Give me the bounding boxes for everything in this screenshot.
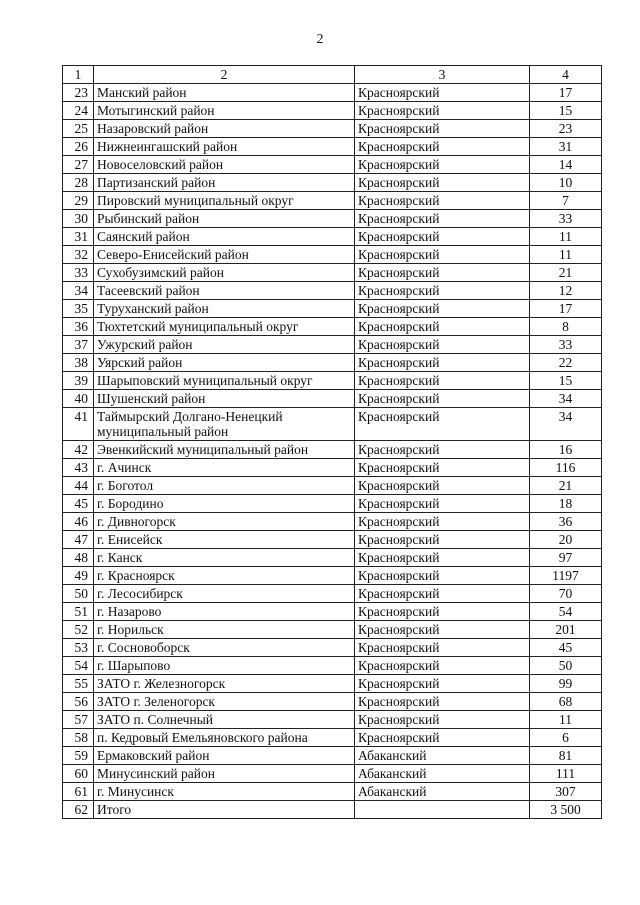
table-row (63, 174, 602, 192)
row-number-cell: 58 (63, 729, 94, 747)
table-row (63, 765, 602, 783)
region-cell: Красноярский (355, 354, 530, 372)
count-cell: 11 (530, 246, 602, 264)
region-cell: Красноярский (355, 300, 530, 318)
municipality-name-cell: Сухобузимский район (94, 264, 355, 282)
municipality-name-cell: Новоселовский район (94, 156, 355, 174)
count-cell: 15 (530, 102, 602, 120)
region-cell: Красноярский (355, 477, 530, 495)
count-cell: 34 (530, 408, 602, 441)
count-cell: 11 (530, 228, 602, 246)
count-cell: 22 (530, 354, 602, 372)
table-row (63, 477, 602, 495)
region-cell: Красноярский (355, 459, 530, 477)
municipality-name-cell: г. Боготол (94, 477, 355, 495)
count-cell: 33 (530, 210, 602, 228)
region-cell: Красноярский (355, 567, 530, 585)
row-number-cell: 36 (63, 318, 94, 336)
count-cell: 23 (530, 120, 602, 138)
row-number-cell: 49 (63, 567, 94, 585)
municipality-name-cell: г. Канск (94, 549, 355, 567)
municipality-name-cell: г. Сосновоборск (94, 639, 355, 657)
count-cell: 54 (530, 603, 602, 621)
row-number-cell: 40 (63, 390, 94, 408)
row-number-cell: 62 (63, 801, 94, 819)
municipality-name-cell: Мотыгинский район (94, 102, 355, 120)
region-cell: Красноярский (355, 441, 530, 459)
table-header-row (63, 66, 602, 84)
count-cell: 3 500 (530, 801, 602, 819)
row-number-cell: 38 (63, 354, 94, 372)
region-cell: Красноярский (355, 639, 530, 657)
row-number-cell: 46 (63, 513, 94, 531)
table-row (63, 372, 602, 390)
table-row (63, 354, 602, 372)
region-cell: Красноярский (355, 282, 530, 300)
row-number-cell: 29 (63, 192, 94, 210)
municipality-name-cell: Манский район (94, 84, 355, 102)
row-number-cell: 57 (63, 711, 94, 729)
region-cell: Красноярский (355, 372, 530, 390)
table-row (63, 318, 602, 336)
table-row (63, 711, 602, 729)
count-cell: 50 (530, 657, 602, 675)
table-row (63, 246, 602, 264)
table-row (63, 228, 602, 246)
region-cell: Красноярский (355, 228, 530, 246)
region-cell: Красноярский (355, 120, 530, 138)
row-number-cell: 28 (63, 174, 94, 192)
municipality-name-cell: г. Назарово (94, 603, 355, 621)
table-row (63, 783, 602, 801)
region-cell: Красноярский (355, 549, 530, 567)
table-row (63, 441, 602, 459)
count-cell: 20 (530, 531, 602, 549)
region-cell: Красноярский (355, 729, 530, 747)
region-cell: Красноярский (355, 174, 530, 192)
count-cell: 45 (530, 639, 602, 657)
count-cell: 31 (530, 138, 602, 156)
row-number-cell: 60 (63, 765, 94, 783)
count-cell: 99 (530, 675, 602, 693)
count-cell: 116 (530, 459, 602, 477)
municipality-name-cell: Шушенский район (94, 390, 355, 408)
row-number-cell: 33 (63, 264, 94, 282)
count-cell: 111 (530, 765, 602, 783)
municipality-name-cell: Северо-Енисейский район (94, 246, 355, 264)
count-cell: 201 (530, 621, 602, 639)
table-row (63, 192, 602, 210)
region-cell: Красноярский (355, 138, 530, 156)
municipality-name-cell: Шарыповский муниципальный округ (94, 372, 355, 390)
count-cell: 14 (530, 156, 602, 174)
municipality-name-cell: г. Лесосибирск (94, 585, 355, 603)
municipality-name-cell: Саянский район (94, 228, 355, 246)
municipality-name-cell: п. Кедровый Емельяновского района (94, 729, 355, 747)
table-body (63, 66, 602, 819)
table-row (63, 549, 602, 567)
municipality-name-cell: г. Ачинск (94, 459, 355, 477)
region-cell: Красноярский (355, 495, 530, 513)
page-number: 2 (316, 32, 324, 47)
table-row (63, 156, 602, 174)
municipality-name-cell: г. Красноярск (94, 567, 355, 585)
region-cell: Красноярский (355, 336, 530, 354)
region-cell: Красноярский (355, 246, 530, 264)
table-row (63, 657, 602, 675)
count-cell: 12 (530, 282, 602, 300)
count-cell: 6 (530, 729, 602, 747)
table-row (63, 639, 602, 657)
row-number-cell: 42 (63, 441, 94, 459)
region-cell: Абаканский (355, 783, 530, 801)
region-cell: Красноярский (355, 585, 530, 603)
region-cell: Красноярский (355, 264, 530, 282)
municipality-name-cell: Нижнеингашский район (94, 138, 355, 156)
municipality-name-cell: Ужурский район (94, 336, 355, 354)
count-cell: 16 (530, 441, 602, 459)
count-cell: 34 (530, 390, 602, 408)
count-cell: 17 (530, 84, 602, 102)
row-number-cell: 31 (63, 228, 94, 246)
municipality-name-cell: Партизанский район (94, 174, 355, 192)
table-row (63, 513, 602, 531)
region-cell: Красноярский (355, 657, 530, 675)
row-number-cell: 35 (63, 300, 94, 318)
table-row (63, 390, 602, 408)
count-cell: 21 (530, 477, 602, 495)
region-cell: Красноярский (355, 675, 530, 693)
table-row (63, 459, 602, 477)
table-row (63, 84, 602, 102)
table-row (63, 495, 602, 513)
region-cell: Красноярский (355, 531, 530, 549)
count-cell: 70 (530, 585, 602, 603)
table-row (63, 336, 602, 354)
count-cell: 1197 (530, 567, 602, 585)
row-number-cell: 25 (63, 120, 94, 138)
row-number-cell: 26 (63, 138, 94, 156)
column-header: 2 (94, 66, 355, 84)
municipality-name-cell: г. Енисейск (94, 531, 355, 549)
row-number-cell: 45 (63, 495, 94, 513)
municipality-name-cell: Тюхтетский муниципальный округ (94, 318, 355, 336)
count-cell: 18 (530, 495, 602, 513)
municipality-name-cell: ЗАТО г. Зеленогорск (94, 693, 355, 711)
municipality-name-cell: г. Бородино (94, 495, 355, 513)
region-cell: Красноярский (355, 156, 530, 174)
count-cell: 11 (530, 711, 602, 729)
count-cell: 97 (530, 549, 602, 567)
region-cell: Абаканский (355, 765, 530, 783)
region-cell: Красноярский (355, 390, 530, 408)
count-cell: 8 (530, 318, 602, 336)
municipality-name-cell: Таймырский Долгано-Ненецкий муниципальный район (94, 408, 355, 441)
municipality-name-cell: Рыбинский район (94, 210, 355, 228)
count-cell: 36 (530, 513, 602, 531)
table-row (63, 531, 602, 549)
region-cell: Красноярский (355, 603, 530, 621)
count-cell: 81 (530, 747, 602, 765)
row-number-cell: 56 (63, 693, 94, 711)
municipality-name-cell: ЗАТО г. Железногорск (94, 675, 355, 693)
column-header: 3 (355, 66, 530, 84)
municipality-name-cell: Назаровский район (94, 120, 355, 138)
table-row (63, 210, 602, 228)
row-number-cell: 43 (63, 459, 94, 477)
municipality-name-cell: Пировский муниципальный округ (94, 192, 355, 210)
region-cell: Красноярский (355, 408, 530, 441)
table-row (63, 102, 602, 120)
region-cell: Красноярский (355, 711, 530, 729)
region-cell: Красноярский (355, 192, 530, 210)
row-number-cell: 32 (63, 246, 94, 264)
table-row (63, 264, 602, 282)
row-number-cell: 24 (63, 102, 94, 120)
table-row (63, 729, 602, 747)
table-row (63, 603, 602, 621)
region-cell: Красноярский (355, 513, 530, 531)
count-cell: 7 (530, 192, 602, 210)
municipality-name-cell: г. Минусинск (94, 783, 355, 801)
row-number-cell: 50 (63, 585, 94, 603)
municipality-name-cell: Туруханский район (94, 300, 355, 318)
municipality-name-cell: ЗАТО п. Солнечный (94, 711, 355, 729)
row-number-cell: 27 (63, 156, 94, 174)
row-number-cell: 37 (63, 336, 94, 354)
count-cell: 10 (530, 174, 602, 192)
count-cell: 17 (530, 300, 602, 318)
table-row (63, 300, 602, 318)
row-number-cell: 41 (63, 408, 94, 441)
table-row (63, 621, 602, 639)
table-row (63, 408, 602, 441)
row-number-cell: 52 (63, 621, 94, 639)
region-cell: Красноярский (355, 621, 530, 639)
row-number-cell: 51 (63, 603, 94, 621)
count-cell: 15 (530, 372, 602, 390)
municipality-name-cell: Итого (94, 801, 355, 819)
row-number-cell: 55 (63, 675, 94, 693)
table-row (63, 585, 602, 603)
row-number-cell: 39 (63, 372, 94, 390)
count-cell: 33 (530, 336, 602, 354)
row-number-cell: 23 (63, 84, 94, 102)
row-number-cell: 54 (63, 657, 94, 675)
region-cell (355, 801, 530, 819)
table-row (63, 567, 602, 585)
municipality-name-cell: Минусинский район (94, 765, 355, 783)
municipality-name-cell: Тасеевский район (94, 282, 355, 300)
region-cell: Красноярский (355, 102, 530, 120)
table-row (63, 675, 602, 693)
row-number-cell: 48 (63, 549, 94, 567)
table-row (63, 138, 602, 156)
count-cell: 307 (530, 783, 602, 801)
row-number-cell: 44 (63, 477, 94, 495)
table-row (63, 693, 602, 711)
row-number-cell: 34 (63, 282, 94, 300)
row-number-cell: 30 (63, 210, 94, 228)
table-row (63, 282, 602, 300)
row-number-cell: 59 (63, 747, 94, 765)
region-cell: Красноярский (355, 210, 530, 228)
municipality-name-cell: Уярский район (94, 354, 355, 372)
region-cell: Абаканский (355, 747, 530, 765)
region-cell: Красноярский (355, 318, 530, 336)
table-row (63, 747, 602, 765)
table-row (63, 801, 602, 819)
municipality-name-cell: Ермаковский район (94, 747, 355, 765)
distribution-table (62, 65, 602, 819)
municipality-name-cell: г. Дивногорск (94, 513, 355, 531)
region-cell: Красноярский (355, 693, 530, 711)
region-cell: Красноярский (355, 84, 530, 102)
column-header: 1 (63, 66, 94, 84)
row-number-cell: 61 (63, 783, 94, 801)
column-header: 4 (530, 66, 602, 84)
count-cell: 68 (530, 693, 602, 711)
row-number-cell: 47 (63, 531, 94, 549)
municipality-name-cell: г. Шарыпово (94, 657, 355, 675)
count-cell: 21 (530, 264, 602, 282)
table-row (63, 120, 602, 138)
municipality-name-cell: Эвенкийский муниципальный район (94, 441, 355, 459)
municipality-name-cell: г. Норильск (94, 621, 355, 639)
row-number-cell: 53 (63, 639, 94, 657)
